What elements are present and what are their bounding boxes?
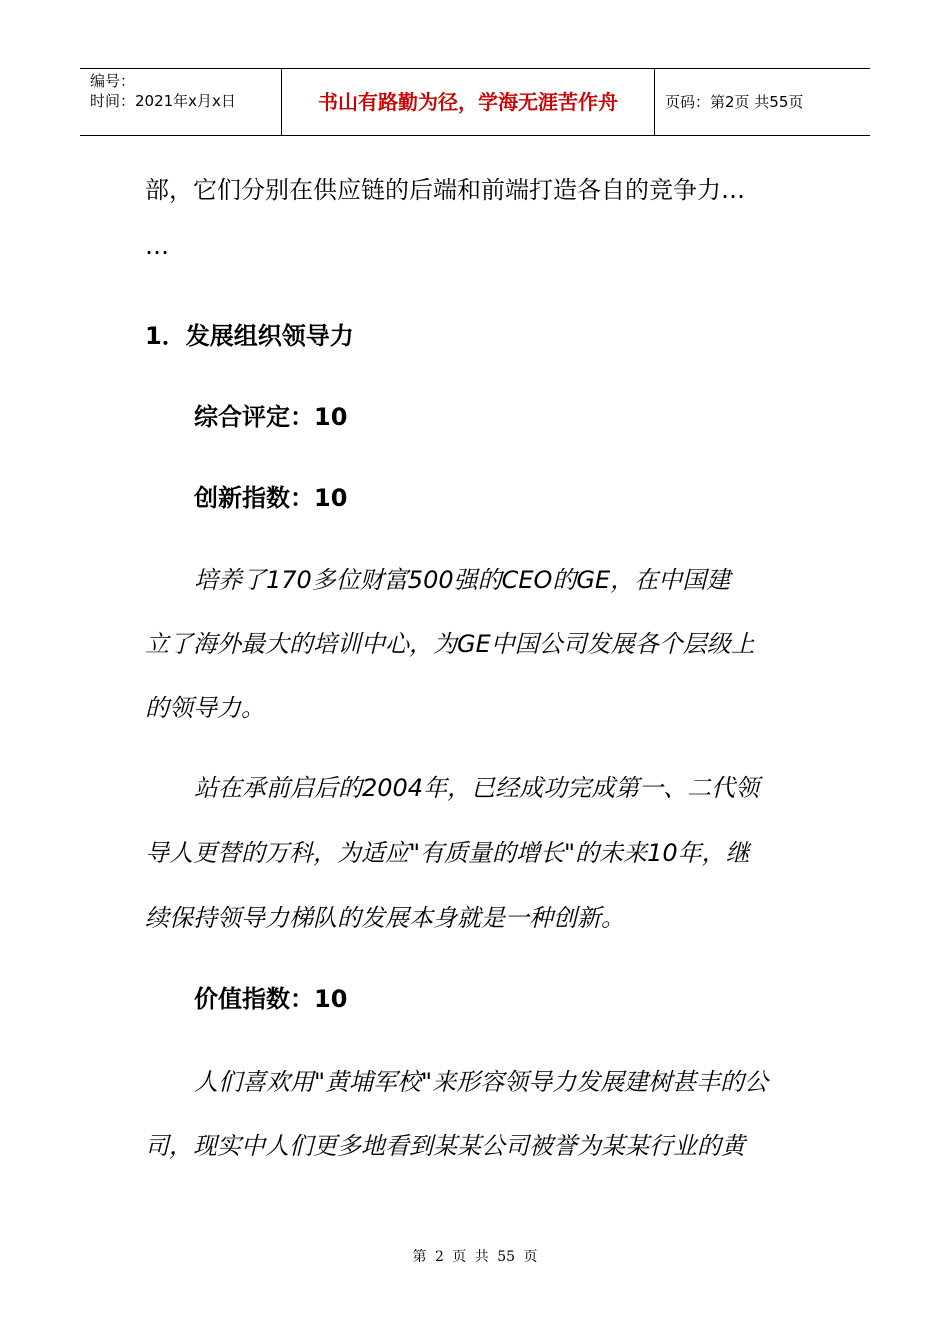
paragraph-line: 人们喜欢用"黄埔军校"来形容领导力发展建树甚丰的公 — [194, 1068, 769, 1096]
header-page-info: 页码：第2页 共55页 — [665, 93, 804, 111]
paragraph-line: 的领导力。 — [145, 694, 265, 722]
score-innovation: 创新指数：10 — [194, 484, 348, 512]
page-footer: 第 2 页 共 55 页 — [412, 1249, 538, 1265]
body-text-line: … — [145, 232, 169, 260]
document-header — [80, 68, 870, 136]
paragraph-line: 培养了170多位财富500强的CEO的GE，在中国建 — [194, 566, 731, 594]
header-motto: 书山有路勤为径，学海无涯苦作舟 — [282, 69, 655, 135]
paragraph-line: 续保持领导力梯队的发展本身就是一种创新。 — [145, 904, 625, 932]
paragraph-line: 立了海外最大的培训中心，为GE中国公司发展各个层级上 — [145, 630, 755, 658]
paragraph-line: 站在承前启后的2004年，已经成功完成第一、二代领 — [194, 774, 760, 802]
section-heading: 1．发展组织领导力 — [145, 322, 354, 350]
document-date: 时间：2021年x月x日 — [90, 92, 236, 110]
paragraph-line: 司，现实中人们更多地看到某某公司被誉为某某行业的黄 — [145, 1132, 745, 1160]
score-value: 价值指数：10 — [194, 985, 348, 1013]
document-number-label: 编号： — [90, 72, 136, 90]
score-overall: 综合评定：10 — [194, 403, 348, 431]
paragraph-line: 导人更替的万科，为适应"有质量的增长"的未来10年，继 — [145, 839, 750, 867]
header-meta-cell — [80, 69, 282, 135]
body-text-line: 部，它们分别在供应链的后端和前端打造各自的竞争力… — [145, 176, 745, 204]
